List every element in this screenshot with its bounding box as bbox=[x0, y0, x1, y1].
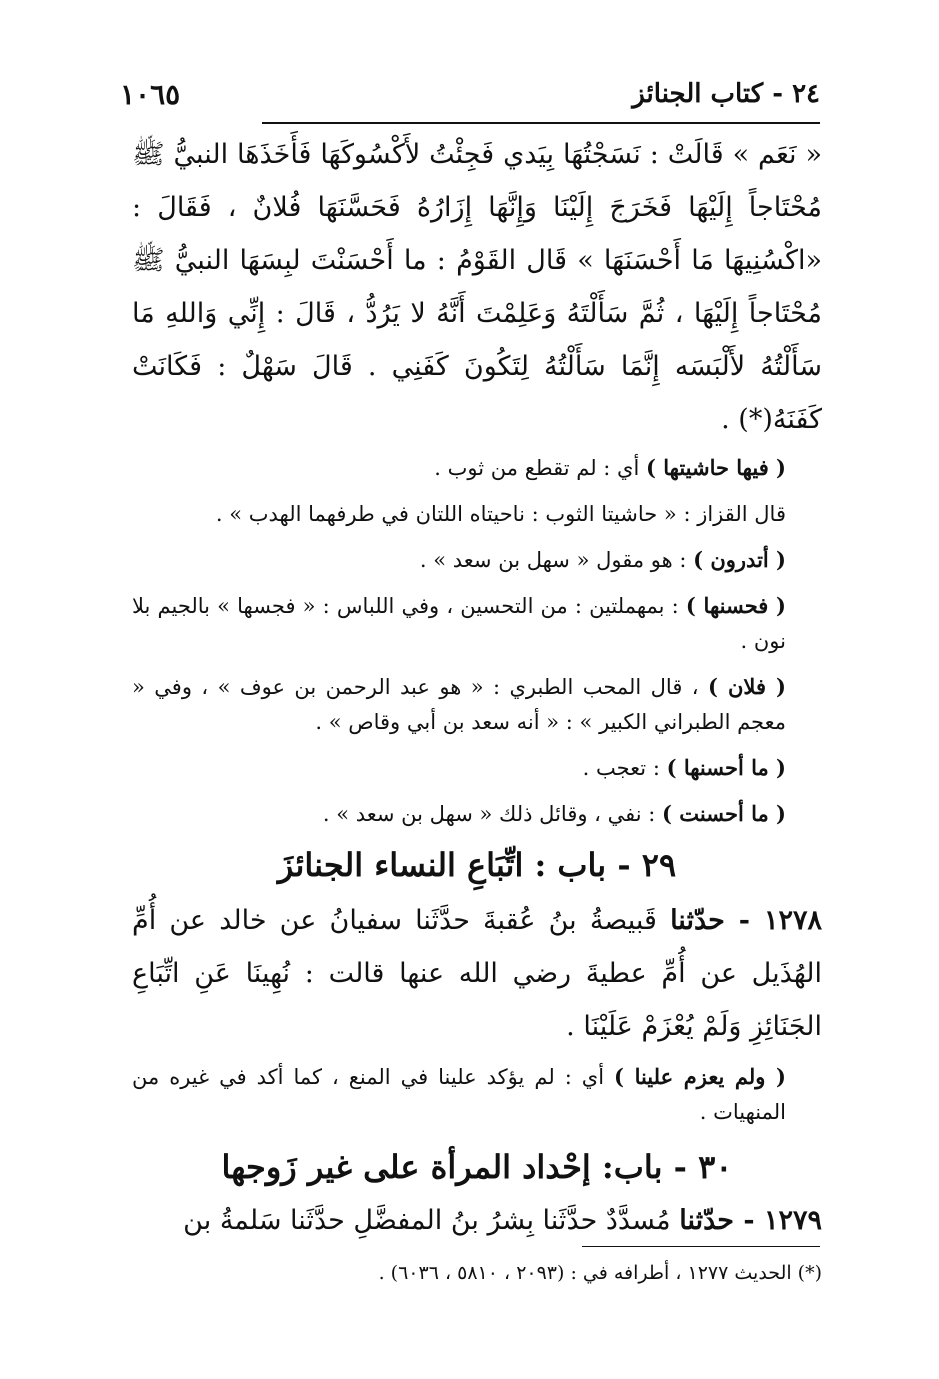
page-number: ١٠٦٥ bbox=[120, 77, 181, 111]
note-label: ( ما أحسنت ) bbox=[662, 801, 786, 826]
commentary-1278 bbox=[132, 1059, 822, 1130]
note-text: : بمهملتين : من التحسين ، وفي اللباس : « فجسها » بالجيم بلا نون . bbox=[132, 594, 786, 653]
note-item bbox=[132, 750, 822, 786]
hadith-1278 bbox=[132, 894, 822, 1053]
note-text: أي : لم يؤكد علينا في المنع ، كما أكد في غيره من المنهيات . bbox=[132, 1065, 786, 1124]
note-item bbox=[132, 669, 822, 740]
note-text: أي : لم تقطع من ثوب . bbox=[434, 456, 646, 480]
note-item bbox=[132, 450, 822, 486]
note-text: قال القزاز : « حاشيتا الثوب : ناحيتاه اللتان في طرفهما الهدب » . bbox=[215, 502, 786, 526]
hadith-number: ١٢٧٩ - حدّثنا bbox=[679, 1205, 822, 1236]
note-item bbox=[132, 496, 822, 532]
note-label: ( فيها حاشيتها ) bbox=[646, 455, 786, 480]
note-label: ( فلان ) bbox=[708, 674, 786, 699]
note-item bbox=[132, 796, 822, 832]
section-heading-29: ٢٩ - باب : اتِّبَاعِ النساء الجنائزَ bbox=[277, 846, 677, 884]
note-text: : تعجب . bbox=[582, 756, 667, 780]
note-text: ، قال المحب الطبري : « هو عبد الرحمن بن عوف » ، وفي « معجم الطبراني الكبير » : « أنه سعد بن أبي وقاص » . bbox=[132, 675, 786, 734]
note-item bbox=[132, 542, 822, 578]
note-label: ( ولم يعزم علينا ) bbox=[614, 1064, 786, 1089]
hadith-number: ١٢٧٨ - حدّثنا bbox=[670, 905, 823, 936]
note-text: : نفي ، وقائل ذلك « سهل بن سعد » . bbox=[322, 802, 663, 826]
note-label: ( ما أحسنها ) bbox=[666, 755, 786, 780]
hadith-1277-text: « نَعَم » قَالَتْ : نَسَجْتُهَا بِيَدي فَجِئْتُ لأَكْسُوكَهَا فَأَخَذَهَا النبيُّ ﷺ مُحْتَاجاً إِلَيْهَا فَخَرَجَ إِلَيْنَا وَإِنَّهَا إِزَارُهُ فَحَسَّنَهَا فُلانٌ ، فَقَالَ : «اكْسُنِيهَا مَا أَحْسَنَهَا » قَال القَوْمُ : ما أَحْسَنْتَ لبِسَهَا النبيُّ ﷺ مُحْتَاجاً إِلَيْهَا ، ثُمَّ سَأَلْتَهُ وَعَلِمْتَ أَنَّهُ لا يَرُدُّ ، قَالَ : إِنِّي وَاللهِ مَا سَأَلْتُهُ لأَلْبَسَه إِنَّمَا سَأَلْتُهُ لِتَكُونَ كَفَنِي . قَالَ سَهْلٌ : فَكَانَتْ كَفَنَهُ(*) . bbox=[132, 139, 822, 435]
note-label: ( فحسنها ) bbox=[685, 593, 786, 618]
footnote: (*) الحديث ١٢٧٧ ، أطرافه في : (٢٠٩٣ ، ٥٨١٠ ، ٦٠٣٦) . bbox=[378, 1262, 822, 1284]
note-label: ( أتدرون ) bbox=[693, 547, 786, 572]
note-item bbox=[132, 1059, 822, 1130]
footnote-rule bbox=[582, 1246, 820, 1247]
hadith-text: قَبيصةُ بنُ عُقبةَ حدَّثَنا سفيانُ عن خالد عن أُمِّ الهُذَيل عن أُمِّ عطيةَ رضي الله عنها قالت : نُهِينَا عَنِ اتِّبَاعِ الجَنَائِزِ وَلَمْ يُعْزَمْ عَلَيْنَا . bbox=[132, 905, 822, 1042]
page-body bbox=[132, 128, 822, 1247]
note-text: : هو مقول « سهل بن سعد » . bbox=[419, 548, 694, 572]
running-header bbox=[120, 74, 820, 114]
hadith-text: مُسدَّدٌ حدَّثَنا بِشرُ بنُ المفضَّلِ حدَّثَنا سَلمةُ بن bbox=[183, 1205, 680, 1236]
commentary-1277 bbox=[132, 450, 822, 832]
header-rule bbox=[262, 122, 820, 124]
chapter-title: ٢٤ - كتاب الجنائز bbox=[632, 79, 820, 109]
hadith-1279 bbox=[132, 1194, 822, 1247]
note-item bbox=[132, 588, 822, 659]
section-heading-30: ٣٠ - باب: إحْداد المرأة على غير زَوجها bbox=[221, 1148, 733, 1186]
